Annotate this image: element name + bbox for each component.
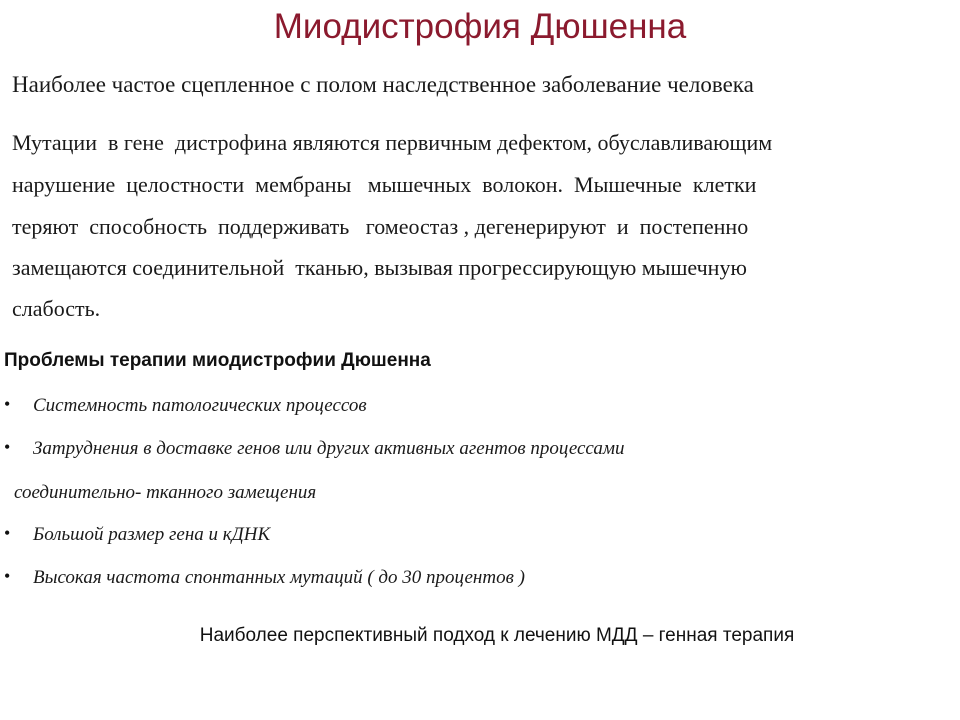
problems-heading: Проблемы терапии миодистрофии Дюшенна (4, 350, 431, 371)
list-item: Затруднения в доставке генов или других активных агентов процессами (33, 438, 625, 459)
paragraph-line: слабость. (12, 296, 101, 321)
bullet-icon: • (4, 523, 11, 543)
conclusion-text: Наиболее перспективный подход к лечению МДД – генная терапия (199, 625, 795, 646)
list-item: Большой размер гена и кДНК (33, 524, 271, 545)
paragraph-line: нарушение целостности мембраны мышечных волокон. Мышечные клетки (12, 172, 757, 197)
bullet-icon: • (4, 394, 11, 414)
paragraph-line: Мутации в гене дистрофина являются первичным дефектом, обуславливающим (12, 130, 773, 155)
list-item-continuation: соединительно- тканного замещения (14, 482, 317, 503)
bullet-icon: • (4, 437, 11, 457)
list-item: Системность патологических процессов (33, 395, 367, 416)
list-item: Высокая частота спонтанных мутаций ( до 30 процентов ) (33, 567, 525, 588)
bullet-icon: • (4, 566, 11, 586)
slide-subtitle: Наиболее частое сцепленное с полом наследственное заболевание человека (12, 72, 754, 97)
paragraph-line: замещаются соединительной тканью, вызывая прогрессирующую мышечную (12, 255, 747, 280)
slide-title: Миодистрофия Дюшенна (273, 7, 687, 46)
paragraph-line: теряют способность поддерживать гомеостаз , дегенерируют и постепенно (12, 214, 749, 239)
